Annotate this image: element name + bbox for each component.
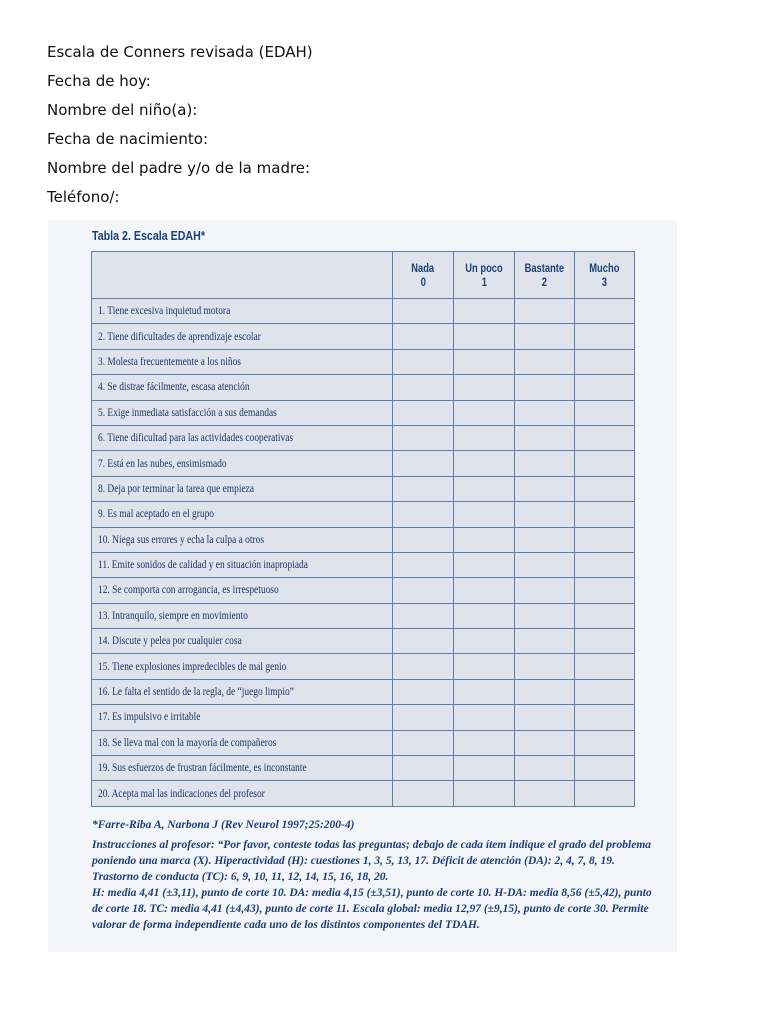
document-header bbox=[47, 42, 313, 216]
item-text: 7. Está en las nubes, ensimismado bbox=[98, 457, 227, 470]
rating-cell-bastante bbox=[515, 324, 575, 349]
item-text: 4. Se distrae fácilmente, escasa atención bbox=[98, 381, 250, 394]
table-row bbox=[92, 400, 635, 425]
rating-cell-un-poco bbox=[454, 476, 515, 501]
rating-cell-bastante bbox=[515, 502, 575, 527]
footnote-scores: H: media 4,41 (±3,11), punto de corte 10. DA: media 4,15 (±3,51), punto de corte 10. H-DA: media 8,56 (±5,42), punto de corte 18. TC: media 4,41 (±4,43), punto de corte 11. Escala global: media 12,97 (±9,15), punto de corte 30. Permite valorar de forma independiente cada uno de los distintos componentes del TDAH. bbox=[92, 887, 652, 931]
rating-cell-mucho bbox=[575, 552, 635, 577]
item-cell bbox=[92, 552, 393, 577]
rating-cell-nada bbox=[393, 324, 454, 349]
table-row bbox=[92, 527, 635, 552]
table-row bbox=[92, 781, 635, 806]
item-text: 18. Se lleva mal con la mayoría de compañeros bbox=[98, 736, 277, 749]
rating-cell-bastante bbox=[515, 756, 575, 781]
table-row bbox=[92, 502, 635, 527]
rating-cell-mucho bbox=[575, 476, 635, 501]
item-text: 19. Sus esfuerzos de frustran fácilmente, es inconstante bbox=[98, 762, 307, 775]
item-text: 15. Tiene explosiones impredecibles de mal genio bbox=[98, 660, 287, 673]
column-label: Un poco bbox=[465, 261, 503, 275]
item-text: 6. Tiene dificultad para las actividades cooperativas bbox=[98, 432, 294, 445]
item-cell bbox=[92, 400, 393, 425]
item-text: 8. Deja por terminar la tarea que empieza bbox=[98, 482, 255, 495]
footnote-reference: *Farre-Riba A, Narbona J (Rev Neurol 1997;25:200-4) bbox=[92, 819, 355, 831]
rating-cell-bastante bbox=[515, 299, 575, 324]
fecha-hoy-label: Fecha de hoy: bbox=[47, 72, 151, 90]
rating-cell-mucho bbox=[575, 679, 635, 704]
rating-cell-mucho bbox=[575, 375, 635, 400]
nombre-padre-label: Nombre del padre y/o de la madre: bbox=[47, 159, 311, 177]
item-cell bbox=[92, 730, 393, 755]
telefono-label: Teléfono/: bbox=[47, 188, 120, 206]
item-header-cell bbox=[92, 252, 393, 299]
rating-cell-mucho bbox=[575, 756, 635, 781]
rating-cell-mucho bbox=[575, 324, 635, 349]
item-text: 9. Es mal aceptado en el grupo bbox=[98, 508, 215, 521]
rating-cell-bastante bbox=[515, 654, 575, 679]
rating-cell-nada bbox=[393, 781, 454, 806]
table-row bbox=[92, 476, 635, 501]
rating-cell-nada bbox=[393, 705, 454, 730]
table-footnote bbox=[92, 817, 652, 933]
table-row bbox=[92, 552, 635, 577]
rating-cell-un-poco bbox=[454, 603, 515, 628]
rating-cell-un-poco bbox=[454, 349, 515, 374]
item-text: 1. Tiene excesiva inquietud motora bbox=[98, 305, 231, 318]
item-text: 12. Se comporta con arrogancia, es irrespetuoso bbox=[98, 584, 279, 597]
rating-cell-un-poco bbox=[454, 502, 515, 527]
rating-cell-nada bbox=[393, 654, 454, 679]
table-row bbox=[92, 603, 635, 628]
rating-cell-mucho bbox=[575, 603, 635, 628]
rating-cell-nada bbox=[393, 756, 454, 781]
rating-cell-nada bbox=[393, 552, 454, 577]
table-row bbox=[92, 324, 635, 349]
table-row bbox=[92, 705, 635, 730]
column-header-bastante bbox=[515, 252, 575, 299]
table-row bbox=[92, 578, 635, 603]
item-text: 2. Tiene dificultades de aprendizaje escolar bbox=[98, 330, 261, 343]
table-row bbox=[92, 756, 635, 781]
column-label: Bastante bbox=[524, 261, 565, 275]
rating-cell-nada bbox=[393, 603, 454, 628]
rating-cell-nada bbox=[393, 679, 454, 704]
rating-cell-un-poco bbox=[454, 400, 515, 425]
rating-cell-bastante bbox=[515, 375, 575, 400]
item-cell bbox=[92, 324, 393, 349]
item-text: 17. Es impulsivo e irritable bbox=[98, 711, 201, 724]
rating-cell-mucho bbox=[575, 705, 635, 730]
rating-cell-nada bbox=[393, 629, 454, 654]
table-row bbox=[92, 629, 635, 654]
rating-cell-un-poco bbox=[454, 375, 515, 400]
nombre-nino-label: Nombre del niño(a): bbox=[47, 101, 198, 119]
edah-table bbox=[91, 251, 635, 807]
rating-cell-un-poco bbox=[454, 578, 515, 603]
item-cell bbox=[92, 527, 393, 552]
rating-cell-un-poco bbox=[454, 781, 515, 806]
item-cell bbox=[92, 654, 393, 679]
rating-cell-nada bbox=[393, 425, 454, 450]
rating-cell-un-poco bbox=[454, 552, 515, 577]
rating-cell-bastante bbox=[515, 705, 575, 730]
item-cell bbox=[92, 349, 393, 374]
rating-cell-nada bbox=[393, 451, 454, 476]
table-title: Tabla 2. Escala EDAH* bbox=[92, 228, 205, 243]
rating-cell-mucho bbox=[575, 629, 635, 654]
column-label: Mucho bbox=[589, 261, 620, 275]
rating-cell-mucho bbox=[575, 730, 635, 755]
item-cell bbox=[92, 756, 393, 781]
rating-cell-un-poco bbox=[454, 730, 515, 755]
column-value: 3 bbox=[601, 275, 608, 289]
fecha-nacimiento-label: Fecha de nacimiento: bbox=[47, 130, 209, 148]
rating-cell-bastante bbox=[515, 527, 575, 552]
item-text: 11. Emite sonidos de calidad y en situación inapropiada bbox=[98, 559, 308, 572]
item-cell bbox=[92, 299, 393, 324]
rating-cell-bastante bbox=[515, 349, 575, 374]
rating-cell-un-poco bbox=[454, 705, 515, 730]
table-row bbox=[92, 679, 635, 704]
rating-cell-un-poco bbox=[454, 527, 515, 552]
rating-cell-nada bbox=[393, 476, 454, 501]
table-row bbox=[92, 425, 635, 450]
table-row bbox=[92, 375, 635, 400]
rating-cell-bastante bbox=[515, 679, 575, 704]
rating-cell-mucho bbox=[575, 299, 635, 324]
rating-cell-bastante bbox=[515, 552, 575, 577]
rating-cell-un-poco bbox=[454, 324, 515, 349]
rating-cell-mucho bbox=[575, 425, 635, 450]
rating-cell-nada bbox=[393, 349, 454, 374]
rating-cell-bastante bbox=[515, 400, 575, 425]
table-row bbox=[92, 299, 635, 324]
item-cell bbox=[92, 781, 393, 806]
column-header-un-poco bbox=[454, 252, 515, 299]
rating-cell-bastante bbox=[515, 451, 575, 476]
table-row bbox=[92, 730, 635, 755]
item-text: 5. Exige inmediata satisfacción a sus demandas bbox=[98, 406, 277, 419]
rating-cell-bastante bbox=[515, 425, 575, 450]
rating-cell-mucho bbox=[575, 502, 635, 527]
footnote-instructions: Instrucciones al profesor: “Por favor, conteste todas las preguntas; debajo de cada ítem indique el grado del problema poniendo una marca (X). Hiperactividad (H): cuestiones 1, 3, 5, 13, 17. Déficit de atención (DA): 2, 4, 7, 8, 19. Trastorno de conducta (TC): 6, 9, 10, 11, 12, 14, 15, 16, 18, 20. bbox=[92, 839, 652, 883]
column-value: 1 bbox=[481, 275, 487, 289]
table-row bbox=[92, 451, 635, 476]
edah-scale-image bbox=[48, 220, 677, 952]
item-cell bbox=[92, 603, 393, 628]
item-cell bbox=[92, 578, 393, 603]
rating-cell-bastante bbox=[515, 629, 575, 654]
rating-cell-mucho bbox=[575, 349, 635, 374]
rating-cell-nada bbox=[393, 502, 454, 527]
table-body bbox=[92, 299, 635, 807]
rating-cell-un-poco bbox=[454, 299, 515, 324]
table-header-row bbox=[92, 252, 635, 299]
rating-cell-mucho bbox=[575, 400, 635, 425]
item-text: 10. Niega sus errores y echa la culpa a otros bbox=[98, 533, 265, 546]
rating-cell-mucho bbox=[575, 578, 635, 603]
rating-cell-mucho bbox=[575, 527, 635, 552]
table-row bbox=[92, 349, 635, 374]
rating-cell-un-poco bbox=[454, 756, 515, 781]
rating-cell-bastante bbox=[515, 781, 575, 806]
item-cell bbox=[92, 476, 393, 501]
item-text: 3. Molesta frecuentemente a los niños bbox=[98, 355, 241, 368]
document-title: Escala de Conners revisada (EDAH) bbox=[47, 43, 313, 61]
item-cell bbox=[92, 502, 393, 527]
rating-cell-un-poco bbox=[454, 679, 515, 704]
item-cell bbox=[92, 629, 393, 654]
rating-cell-nada bbox=[393, 730, 454, 755]
rating-cell-nada bbox=[393, 400, 454, 425]
rating-cell-nada bbox=[393, 578, 454, 603]
column-header-nada bbox=[393, 252, 454, 299]
rating-cell-nada bbox=[393, 375, 454, 400]
item-text: 16. Le falta el sentido de la regla, de “juego limpio” bbox=[98, 686, 294, 699]
item-cell bbox=[92, 451, 393, 476]
rating-cell-bastante bbox=[515, 476, 575, 501]
rating-cell-un-poco bbox=[454, 629, 515, 654]
rating-cell-nada bbox=[393, 527, 454, 552]
rating-cell-nada bbox=[393, 299, 454, 324]
rating-cell-un-poco bbox=[454, 425, 515, 450]
item-cell bbox=[92, 705, 393, 730]
rating-cell-bastante bbox=[515, 730, 575, 755]
item-text: 14. Discute y pelea por cualquier cosa bbox=[98, 635, 242, 648]
column-value: 0 bbox=[420, 275, 426, 289]
item-cell bbox=[92, 679, 393, 704]
table-row bbox=[92, 654, 635, 679]
column-value: 2 bbox=[541, 275, 548, 289]
rating-cell-mucho bbox=[575, 451, 635, 476]
item-text: 13. Intranquilo, siempre en movimiento bbox=[98, 609, 248, 622]
rating-cell-mucho bbox=[575, 654, 635, 679]
rating-cell-bastante bbox=[515, 603, 575, 628]
rating-cell-bastante bbox=[515, 578, 575, 603]
item-cell bbox=[92, 425, 393, 450]
rating-cell-mucho bbox=[575, 781, 635, 806]
rating-cell-un-poco bbox=[454, 451, 515, 476]
item-cell bbox=[92, 375, 393, 400]
column-label: Nada bbox=[411, 261, 435, 275]
rating-cell-un-poco bbox=[454, 654, 515, 679]
column-header-mucho bbox=[575, 252, 635, 299]
item-text: 20. Acepta mal las indicaciones del profesor bbox=[98, 787, 265, 800]
